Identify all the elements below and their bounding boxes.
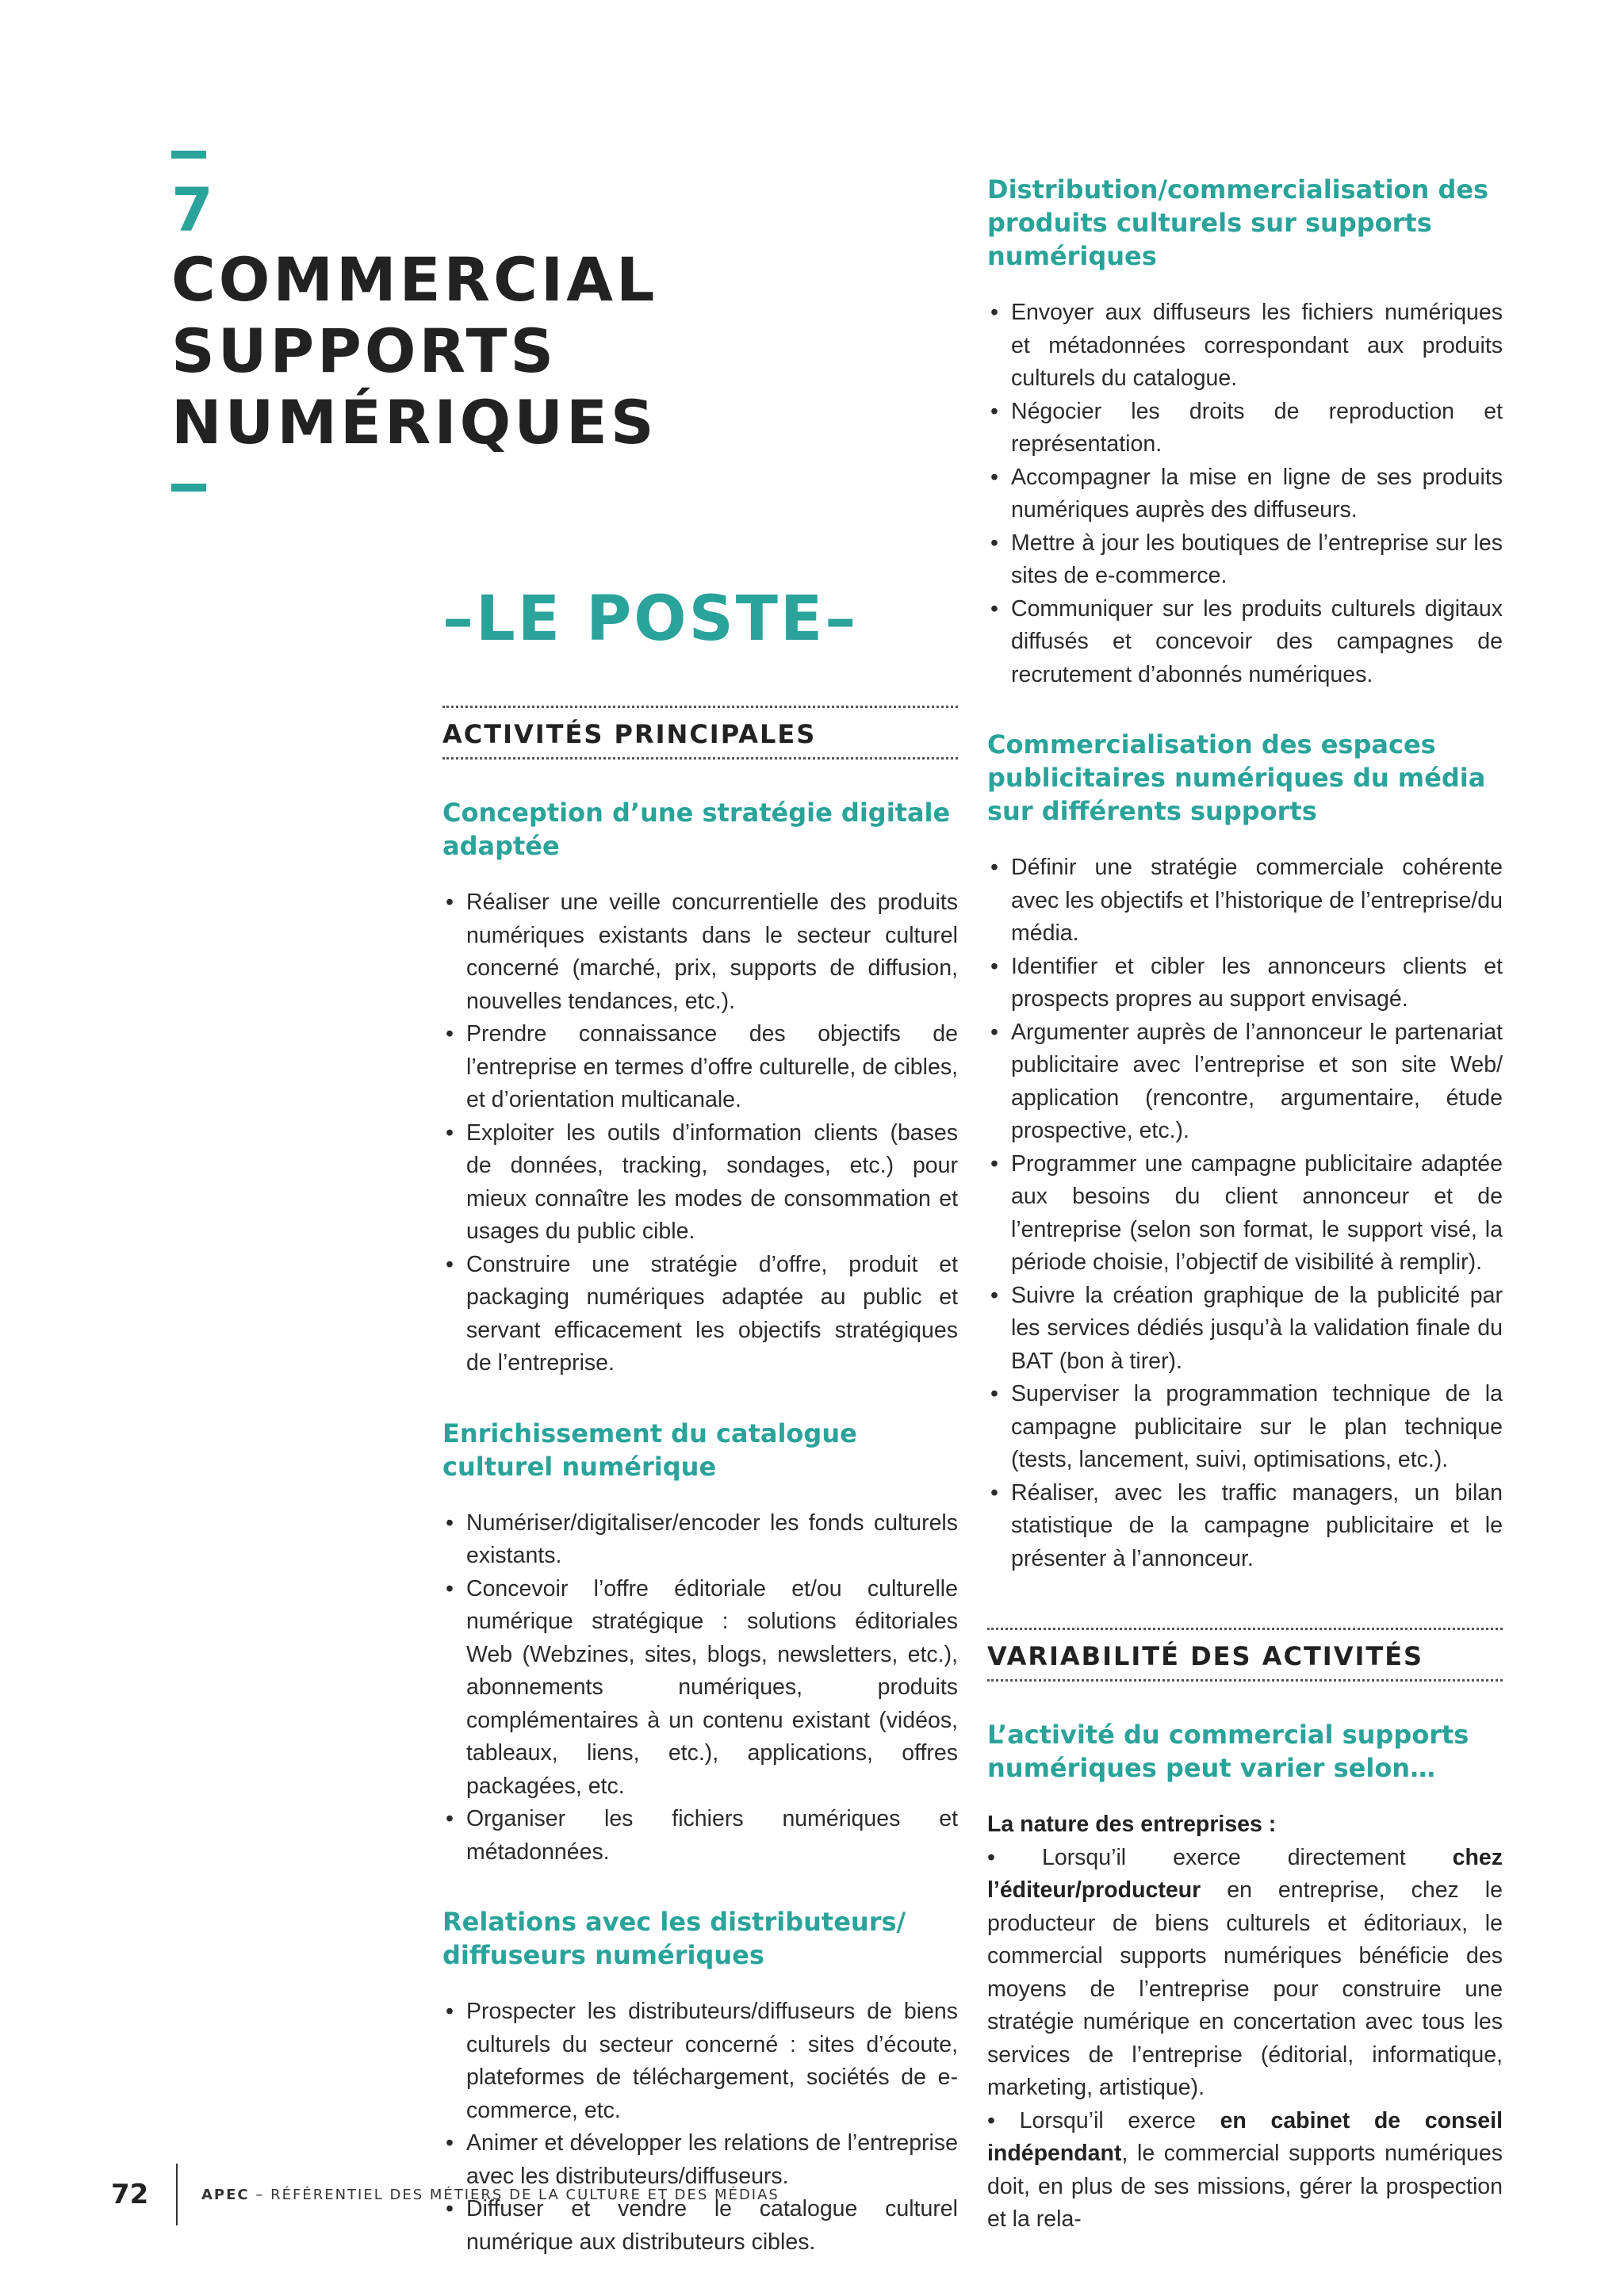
list-item: • Identifier et cibler les annonceurs clients et prospects propres au support envisagé. xyxy=(987,951,1503,1016)
list-item: • Superviser la programmation technique de la campagne publicitaire sur le plan technique (tests, lancement, suivi, optimisations, etc.). xyxy=(987,1378,1503,1477)
list-item: • Animer et développer les relations de l’entreprise avec les distributeurs/diffuseurs. xyxy=(442,2127,958,2193)
list-item: • Concevoir l’offre éditoriale et/ou culturelle numérique stratégique : solutions éditoriales Web (Webzines, sites, blogs, newsletters, etc.), abonnements numériques, produits complémentaires à un contenu existant (vidéos, tableaux, liens, etc.), applications, offres packagées, etc. xyxy=(442,1573,958,1804)
list-item: • Organiser les fichiers numériques et métadonnées. xyxy=(442,1803,958,1869)
title-dash-top xyxy=(171,151,206,159)
list-item: • Envoyer aux diffuseurs les fichiers numériques et métadonnées correspondant aux produits culturels du catalogue. xyxy=(987,297,1503,396)
text-emphasis: chez l’éditeur/producteur xyxy=(987,1844,1503,1903)
footer-title: – RÉFÉRENTIEL DES MÉTIERS DE LA CULTURE ET DES MÉDIAS xyxy=(249,2186,779,2203)
list-item: • Suivre la création graphique de la publicité par les services dédiés jusqu’à la validation finale du BAT (bon à tirer). xyxy=(987,1280,1503,1379)
list-item: • Prendre connaissance des objectifs de l’entreprise en termes d’offre culturelle, de cibles, et d’orientation multicanale. xyxy=(442,1018,958,1117)
variability-title: L’activité du commercial supports numériques peut varier selon… xyxy=(987,1720,1469,1783)
text-run: , le commercial supports numériques doit, en plus de ses missions, gérer la prospection et la rela- xyxy=(987,2141,1503,2232)
section-title: –LE POSTE– xyxy=(442,584,859,655)
title-dash-bottom xyxy=(171,484,206,492)
block-title: Enrichissement du catalogue culturel numérique xyxy=(442,1418,857,1482)
variability-label: La nature des entreprises : xyxy=(987,1812,1277,1837)
footer-text xyxy=(201,2187,779,2203)
chapter-header xyxy=(171,151,964,492)
text-run: • Lorsqu’il exerce xyxy=(987,2107,1220,2133)
text-run: • Lorsqu’il exerce directement xyxy=(987,1844,1453,1870)
list-item: • Prospecter les distributeurs/diffuseurs de biens culturels du secteur concerné : sites d’écoute, plateformes de téléchargement, sociétés de e-commerce, etc. xyxy=(442,1996,958,2127)
list-item: • Négocier les droits de reproduction et représentation. xyxy=(987,396,1503,461)
left-column xyxy=(442,706,958,2259)
block-title: Conception d’une stratégie digitale adaptée xyxy=(442,798,951,861)
block-title: Distribution/commercialisation des produits culturels sur supports numériques xyxy=(987,174,1489,271)
chapter-number: 7 xyxy=(171,174,213,245)
footer-brand: APEC xyxy=(201,2186,250,2203)
list-item: • Numériser/digitaliser/encoder les fonds culturels existants. xyxy=(442,1507,958,1573)
list-item: • Argumenter auprès de l’annonceur le partenariat publicitaire avec l’entreprise et son site Web/ application (rencontre, argumentaire, étude prospective, etc.). xyxy=(987,1016,1503,1148)
variability-paragraph xyxy=(987,1842,1503,2105)
text-run: en entreprise, chez le producteur de biens culturels et éditoriaux, le commercial supports numériques bénéficie des moyens de l’entreprise pour construire une stratégie numérique en concertation avec tous les services de l’entreprise (éditorial, informatique, marketing, artistique). xyxy=(987,1877,1503,2100)
right-column xyxy=(987,173,1503,2237)
chapter-title: COMMERCIAL SUPPORTS NUMÉRIQUES xyxy=(171,244,658,457)
list-item: • Construire une stratégie d’offre, produit et packaging numériques adaptée au public et servant efficacement les objectifs stratégiques de l’entreprise. xyxy=(442,1249,958,1380)
block-title: Commercialisation des espaces publicitaires numériques du média sur différents supports xyxy=(987,729,1486,826)
page-footer xyxy=(111,2169,779,2220)
variability-heading: VARIABILITÉ DES ACTIVITÉS xyxy=(987,1628,1503,1682)
bullet-list xyxy=(442,886,958,1380)
text-emphasis: en cabinet de conseil indépendant xyxy=(987,2107,1503,2166)
variability-paragraph xyxy=(987,2105,1503,2237)
list-item: • Exploiter les outils d’information clients (bases de données, tracking, sondages, etc.) pour mieux connaître les modes de consommation et usages du public cible. xyxy=(442,1117,958,1249)
list-item: • Diffuser et vendre le catalogue culturel numérique aux distributeurs cibles. xyxy=(442,2193,958,2259)
list-item: • Réaliser, avec les traffic managers, un bilan statistique de la campagne publicitaire et le présenter à l’annonceur. xyxy=(987,1477,1503,1576)
list-item: • Accompagner la mise en ligne de ses produits numériques auprès des diffuseurs. xyxy=(987,461,1503,527)
list-item: • Définir une stratégie commerciale cohérente avec les objectifs et l’historique de l’entreprise/du média. xyxy=(987,851,1503,951)
list-item: • Communiquer sur les produits culturels digitaux diffusés et concevoir des campagnes de recrutement d’abonnés numériques. xyxy=(987,593,1503,692)
bullet-list xyxy=(987,297,1503,691)
bullet-list xyxy=(442,1507,958,1869)
block-title: Relations avec les distributeurs/ diffuseurs numériques xyxy=(442,1907,906,1970)
list-item: • Programmer une campagne publicitaire adaptée aux besoins du client annonceur et de l’entreprise (selon son format, le support visé, la période choisie, l’objectif de visibilité à remplir). xyxy=(987,1148,1503,1280)
list-item: • Mettre à jour les boutiques de l’entreprise sur les sites de e-commerce. xyxy=(987,527,1503,593)
list-item: • Réaliser une veille concurrentielle des produits numériques existants dans le secteur culturel concerné (marché, prix, supports de diffusion, nouvelles tendances, etc.). xyxy=(442,886,958,1018)
page-number: 72 xyxy=(111,2179,149,2210)
bullet-list xyxy=(987,851,1503,1575)
footer-divider xyxy=(176,2164,178,2225)
activities-heading: ACTIVITÉS PRINCIPALES xyxy=(442,706,958,760)
